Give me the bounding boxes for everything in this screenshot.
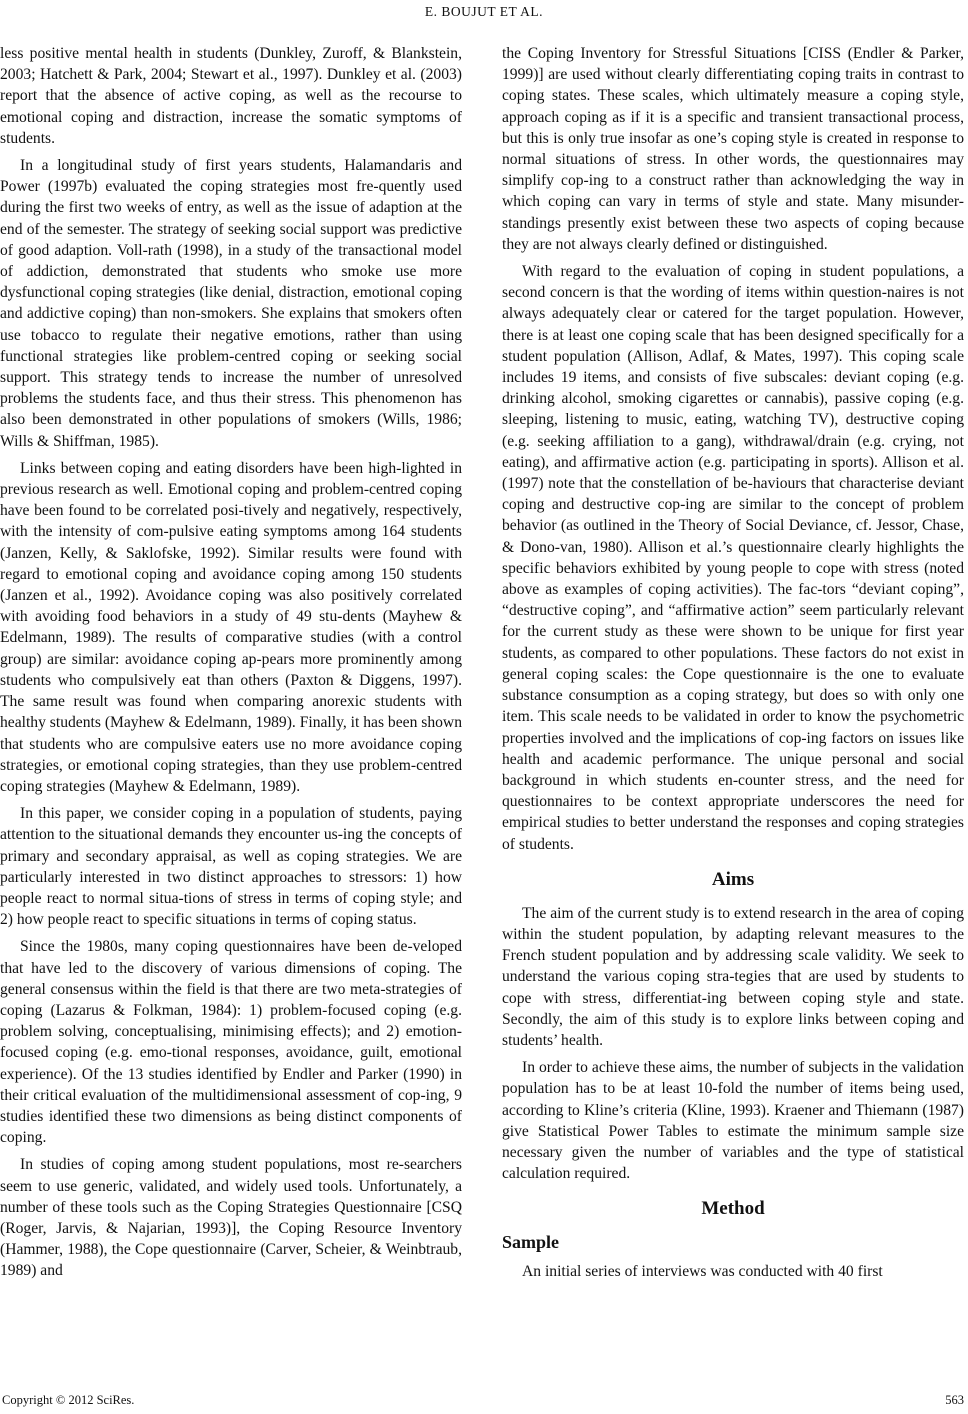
paragraph: With regard to the evaluation of coping in student populations, a second concern is that the wording of items within question-naires is not always adequately clear or catered for the target population. However, there is at least one coping scale that has been designed specifically for a student population (Allison, Adlaf, & Mates, 1997). This coping scale includes 19 items, and consists of five subscales: deviant coping (e.g. drinking alcohol, smoking cigarettes or cannabis), passive coping (e.g. sleeping, listening to music, eating, watching TV), destructive coping (e.g. seeking affiliation to a gang), withdrawal/drain (e.g. crying, not eating), and affirmative action (e.g. participating in sports). Allison et al. (1997) note that the constellation of be-haviours that characterise deviant coping and destructive cop-ing are similar to the concept of problem behavior (as outlined in the Theory of Social Deviance, cf. Jessor, Chase, & Dono-van, 1980). Allison et al.’s questionnaire clearly highlights the specific behaviors exhibited by young people to cope with stress (noted above as examples of coping activities). The fac-tors “deviant coping”, “destructive coping”, and “affirmative action” seem particularly relevant for the current study as these were shown to be unique for first year students, as compared to other populations. These factors do not exist in general coping scales: the Cope questionnaire is the one to evaluate substance consumption as a coping strategy, but does so with only one item. This scale needs to be validated in order to know the psychometric properties involved and the implications of cop-ing factors on issues like health and academic performance. The unique personal and social background in which students en-counter stress, and the need for questionnaires to be context appropriate underscores the need for empirical studies to better understand the responses and coping strategies of students. [502, 263, 964, 853]
subsection-heading-sample: Sample [502, 1232, 560, 1253]
right-column [502, 43, 964, 1289]
paragraph: In studies of coping among student populations, most re-searchers seem to use generic, validated, and widely used tools. Unfortunately, a number of these tools such as the Coping Strategies Questionnaire [CSQ (Roger, Jarvis, & Najarian, 1993)], the Coping Resource Inventory (Hammer, 1988), the Cope questionnaire (Carver, Scheier, & Weinbtraub, 1989) and [0, 1156, 462, 1280]
paragraph: less positive mental health in students (Dunkley, Zuroff, & Blankstein, 2003; Hatchett & Park, 2004; Stewart et al., 1997). Dunkley et al. (2003) report that the absence of active coping, as well as the recourse to emotional coping and distraction, increase the somatic symptoms of students. [0, 45, 462, 147]
running-head: E. BOUJUT ET AL. [424, 4, 544, 19]
paragraph: An initial series of interviews was conducted with 40 first [522, 1263, 883, 1281]
paragraph: In a longitudinal study of first years students, Halamandaris and Power (1997b) evaluated the coping strategies most fre-quently used during the first two weeks of entry, as well as the issue of adaption at the end of the semester. The strategy of seeking social support was predictive of good adaption. Voll-rath (1998), in a study of the transactional model of addiction, demonstrated that students who smoke use more dysfunctional coping strategies (like denial, distraction, emotional coping and addictive coping) than non-smokers. She explains that smokers often use tobacco to regulate their negative emotions, rather than using functional strategies like problem-centred coping or seeking social support. This strategy tends to increase the number of unresolved problems the students face, and thus their stress. This phenomenon has also been demonstrated in other populations of smokers (Wills, 1986; Wills & Shiffman, 1985). [0, 157, 462, 450]
page-number: 563 [945, 1393, 964, 1407]
section-heading-method: Method [701, 1198, 765, 1220]
paragraph: In this paper, we consider coping in a population of students, paying attention to the situational demands they encounter us-ing the concepts of primary and secondary appraisal, as well as coping strategies. We are particularly interested in two distinct approaches to stressors: 1) how people react to normal situa-tions of stress in terms of coping style; and 2) how people react to specific situations in terms of coping status. [0, 805, 462, 929]
section-heading-aims: Aims [711, 868, 755, 890]
paragraph: the Coping Inventory for Stressful Situations [CISS (Endler & Parker, 1999)] are used without clearly differentiating coping traits in contrast to coping states. These scales, which ultimately measure a coping style, approach coping as if it is a specific and transient transactional process, but this is only true insofar as one’s coping style is created in response to normal situations of stress. In other words, the questionnaires may simplify cop-ing to a construct rather than acknowledging the way in which coping can vary in terms of style and state. Many misunder-standings presently exist between these two aspects of coping because they are not always clearly defined or distinguished. [502, 45, 964, 253]
left-column [0, 43, 462, 1288]
paragraph: Since the 1980s, many coping questionnaires have been de-veloped that have led to the discovery of various dimensions of coping. The general consensus within the field is that there are two meta-strategies of coping (Lazarus & Folkman, 1984): 1) problem-focused coping (e.g. problem solving, conceptualising, minimising effects); and 2) emotion-focused coping (e.g. emo-tional responses, avoidance, guilt, emotional experience). Of the 13 studies identified by Endler and Parker (1990) in their critical evaluation of the multidimensional assessment of cop-ing, 9 studies identified these two dimensions as being distinct components of coping. [0, 938, 462, 1147]
paragraph: Links between coping and eating disorders have been high-lighted in previous research as well. Emotional coping and problem-centred coping have been found to be correlated posi-tively and negatively, respectively, with the intensity of com-pulsive eating symptoms among 164 students (Janzen, Kelly, & Saklofske, 1992). Similar results were found with regard to emotional coping and avoidance coping among 150 students (Janzen et al., 1992). Avoidance coping was also positively correlated with avoiding food behaviors in a study of 49 stu-dents (Mayhew & Edelmann, 1989). The results of comparative studies (with a control group) are similar: avoidance coping ap-pears more prominently among students who compulsively eat than others (Paxton & Diggens, 1997). The same result was found when comparing anorexic students with healthy students (Mayhew & Edelmann, 1989). Finally, it has been shown that students who are compulsive eaters use no more avoidance coping strategies, or emotional coping strategies, than they use problem-centred coping strategies (Mayhew & Edelmann, 1989). [0, 459, 462, 795]
paragraph: The aim of the current study is to extend research in the area of coping within the student population, by adapting relevant measures to the French student population and by addressing scale validity. We seek to understand the various coping stra-tegies that are used by students to cope with stress, differentiat-ing between coping style and state. Secondly, the aim of this study is to explore links between coping and students’ health. [502, 904, 964, 1049]
paragraph: In order to achieve these aims, the number of subjects in the validation population has to be at least 10-fold the number of items being used, according to Kline’s criteria (Kline, 1993). Kraener and Thiemann (1987) give Statistical Power Tables to estimate the minimum sample size necessary given the number of variables and the type of statistical calculation required. [502, 1059, 964, 1183]
copyright-notice: Copyright © 2012 SciRes. [2, 1393, 135, 1407]
